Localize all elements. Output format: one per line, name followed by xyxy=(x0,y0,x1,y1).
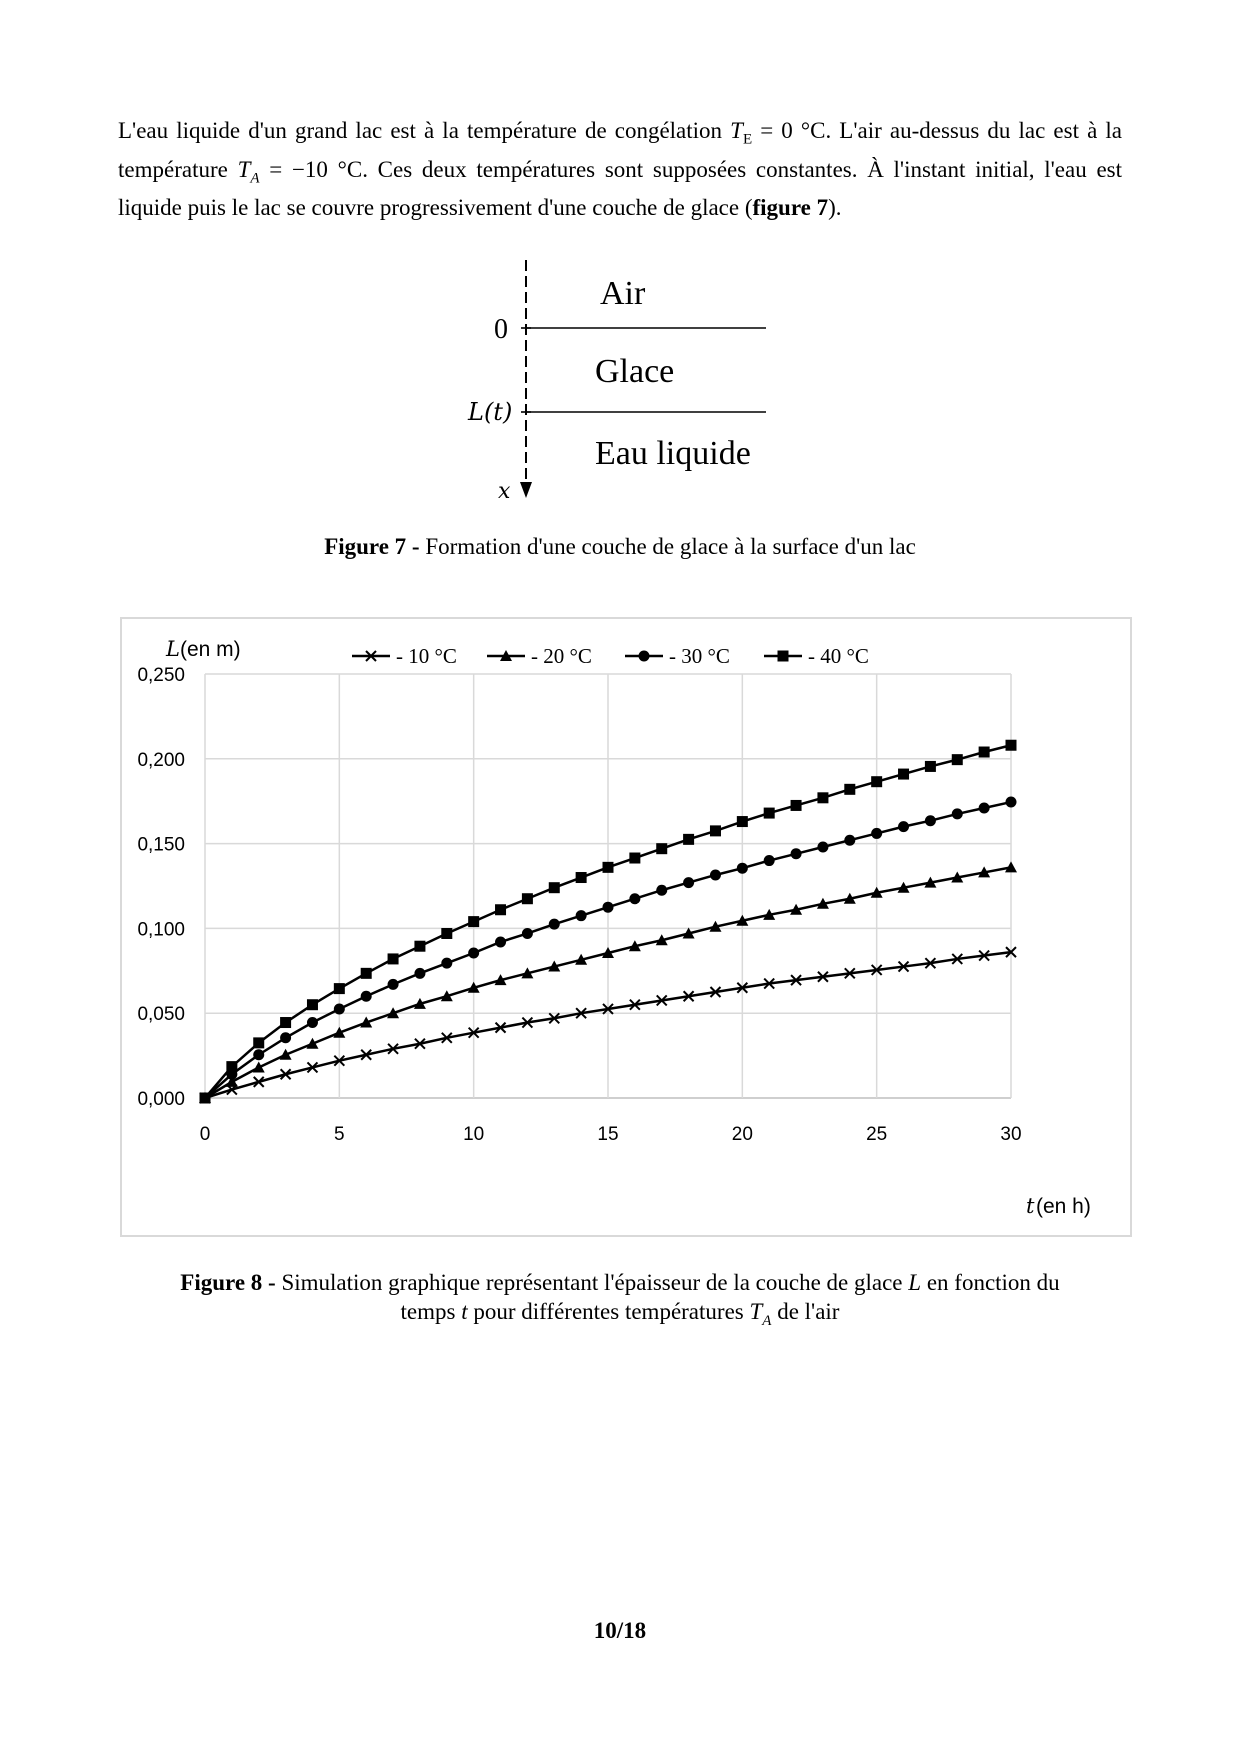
data-point xyxy=(361,968,372,979)
data-point xyxy=(844,784,855,795)
data-point xyxy=(414,941,425,952)
data-point xyxy=(361,991,372,1002)
data-point xyxy=(871,828,882,839)
data-point xyxy=(778,651,789,662)
data-point xyxy=(764,808,775,819)
te-symbol: T xyxy=(730,118,743,143)
data-point xyxy=(334,983,345,994)
x-tick-label: 10 xyxy=(463,1124,485,1145)
y-axis-title-symbol: L xyxy=(166,637,180,661)
y-tick-label: 0,000 xyxy=(137,1089,185,1110)
data-point xyxy=(925,761,936,772)
legend-item xyxy=(625,644,730,668)
data-point xyxy=(280,1032,291,1043)
figure7-caption-text: Formation d'une couche de glace à la surface d'un lac xyxy=(419,534,916,559)
figure8-caption-text-5: de l'air xyxy=(771,1299,840,1324)
data-point xyxy=(710,869,721,880)
data-point xyxy=(441,928,452,939)
page-number: 10/18 xyxy=(593,1618,647,1643)
te-subscript: E xyxy=(742,131,753,148)
data-point xyxy=(817,792,828,803)
data-point xyxy=(522,928,533,939)
ice-thickness-chart xyxy=(122,619,1130,1235)
data-point xyxy=(898,821,909,832)
figure8-caption-text-3: temps xyxy=(400,1299,462,1324)
caption-t-symbol: t xyxy=(461,1299,468,1324)
ice-layer-diagram xyxy=(460,258,780,508)
y-tick-label: 0,150 xyxy=(137,834,185,856)
data-point xyxy=(1006,740,1017,751)
caption-L-symbol: L xyxy=(908,1270,922,1295)
figure-reference: figure 7 xyxy=(752,195,829,221)
x-tick-label: 20 xyxy=(731,1124,753,1145)
data-point xyxy=(683,834,694,845)
legend-label: - 30 °C xyxy=(669,644,730,668)
data-point xyxy=(495,936,506,947)
legend-label: - 10 °C xyxy=(396,644,457,668)
data-point xyxy=(253,1037,264,1048)
data-point xyxy=(764,855,775,866)
x-axis-title-symbol: t xyxy=(1026,1194,1035,1218)
data-point xyxy=(468,947,479,958)
data-point xyxy=(253,1049,264,1060)
figure8-caption-line2 xyxy=(130,1297,1110,1336)
data-point xyxy=(388,953,399,964)
data-point xyxy=(576,872,587,883)
figure8-caption-text-2: en fonction du xyxy=(921,1270,1060,1295)
data-point xyxy=(468,916,479,927)
intro-text-4: ). xyxy=(828,195,842,221)
caption-T-subscript: A xyxy=(762,1312,772,1329)
intro-paragraph xyxy=(118,116,1122,222)
data-point xyxy=(656,843,667,854)
data-point xyxy=(817,841,828,852)
data-point xyxy=(791,848,802,859)
data-point xyxy=(603,862,614,873)
data-point xyxy=(656,885,667,896)
intro-text-2: = 0 °C. L'air au-dessus du lac est à la température xyxy=(118,118,1122,182)
legend-item xyxy=(764,644,869,668)
y-tick-label: 0,100 xyxy=(137,919,185,941)
figure8-caption xyxy=(130,1268,1110,1336)
data-point xyxy=(549,882,560,893)
x-axis-arrow xyxy=(520,482,532,498)
data-point xyxy=(603,902,614,913)
data-point xyxy=(200,1093,211,1104)
chart-legend xyxy=(352,644,869,668)
data-point xyxy=(737,816,748,827)
data-point xyxy=(979,747,990,758)
figure7-caption xyxy=(0,532,1240,561)
data-point xyxy=(226,1061,237,1072)
data-point xyxy=(952,754,963,765)
depth-label: L(t) xyxy=(468,398,513,426)
data-point xyxy=(549,919,560,930)
chart-axes xyxy=(137,665,1021,1145)
data-point xyxy=(629,853,640,864)
data-point xyxy=(871,776,882,787)
x-tick-label: 25 xyxy=(866,1124,888,1145)
intro-text-3: = −10 °C. Ces deux températures sont supposées constantes. À l'instant initial, l'eau est liquide puis le lac se couvre progressivement d'une couche de glace ( xyxy=(118,156,1123,221)
ice-label: Glace xyxy=(595,353,675,390)
legend-label: - 20 °C xyxy=(531,644,592,668)
data-point xyxy=(710,825,721,836)
data-point xyxy=(576,910,587,921)
water-label: Eau liquide xyxy=(595,435,751,472)
x-tick-label: 5 xyxy=(334,1124,345,1145)
data-point xyxy=(441,958,452,969)
figure8-caption-line1 xyxy=(130,1268,1110,1297)
chart-frame xyxy=(120,617,1132,1237)
data-point xyxy=(898,769,909,780)
x-tick-label: 30 xyxy=(1000,1124,1022,1145)
data-point xyxy=(522,893,533,904)
data-point xyxy=(307,1017,318,1028)
figure8-caption-text-4: pour différentes températures xyxy=(467,1299,750,1324)
data-point xyxy=(737,863,748,874)
x-tick-label: 0 xyxy=(199,1124,211,1145)
data-point xyxy=(979,802,990,813)
intro-text-1: L'eau liquide d'un grand lac est à la température de congélation xyxy=(118,118,731,143)
y-tick-label: 0,250 xyxy=(137,665,185,686)
figure8-caption-text-1: Simulation graphique représentant l'épaisseur de la couche de glace xyxy=(275,1270,909,1295)
data-point xyxy=(1006,797,1017,808)
data-point xyxy=(639,651,650,662)
figure8-caption-label: Figure 8 - xyxy=(180,1270,276,1295)
data-point xyxy=(791,800,802,811)
data-point xyxy=(1005,861,1017,872)
y-tick-label: 0,050 xyxy=(137,1004,185,1026)
y-tick-label: 0,200 xyxy=(137,749,185,771)
x-axis-label: x xyxy=(498,479,511,504)
figure7-caption-label: Figure 7 - xyxy=(324,534,420,559)
data-point xyxy=(334,1003,345,1014)
data-point xyxy=(307,999,318,1010)
data-point xyxy=(495,904,506,915)
caption-T-symbol: T xyxy=(749,1299,763,1324)
data-point xyxy=(280,1017,291,1028)
x-tick-label: 15 xyxy=(597,1124,619,1145)
data-point xyxy=(629,893,640,904)
air-label: Air xyxy=(600,275,646,312)
zero-label: 0 xyxy=(494,314,508,345)
data-point xyxy=(925,815,936,826)
data-point xyxy=(388,979,399,990)
legend-item xyxy=(487,644,592,668)
data-point xyxy=(844,835,855,846)
data-point xyxy=(683,877,694,888)
legend-item xyxy=(352,644,457,668)
chart-grid xyxy=(205,674,1011,1098)
ta-subscript: A xyxy=(250,170,260,187)
legend-label: - 40 °C xyxy=(808,644,869,668)
x-axis-title-unit: (en h) xyxy=(1036,1195,1091,1218)
data-point xyxy=(952,808,963,819)
y-axis-title-unit: (en m) xyxy=(180,638,241,661)
data-point xyxy=(253,1061,265,1072)
data-point xyxy=(414,968,425,979)
ta-symbol: T xyxy=(237,156,251,182)
